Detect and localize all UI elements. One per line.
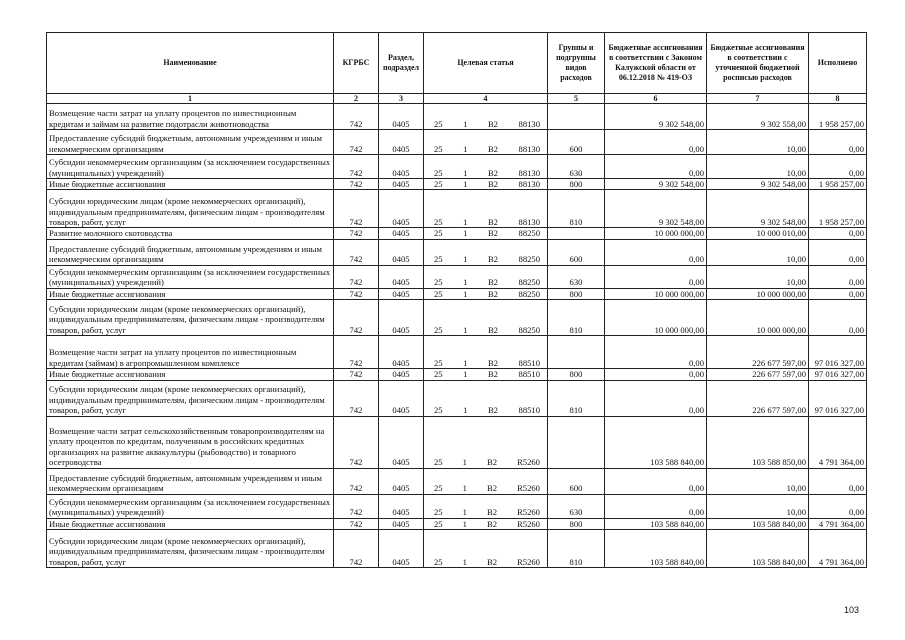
row-target bbox=[424, 380, 548, 416]
row-name: Предоставление субсидий бюджетным, автономным учреждениям и иным некоммерческим организациям bbox=[47, 468, 334, 494]
row-executed-amount: 0,00 bbox=[809, 265, 867, 288]
row-name: Иные бюджетные ассигнования bbox=[47, 288, 334, 299]
row-executed-amount: 4 791 364,00 bbox=[809, 530, 867, 568]
row-section: 0405 bbox=[379, 265, 424, 288]
target-code-part: 1 bbox=[463, 324, 468, 335]
target-code-part: 1 bbox=[462, 483, 467, 494]
row-group: 810 bbox=[548, 530, 605, 568]
target-code-part: 25 bbox=[434, 483, 443, 494]
row-section: 0405 bbox=[379, 416, 424, 468]
row-kgrbs: 742 bbox=[334, 228, 379, 239]
row-executed-amount: 97 016 327,00 bbox=[809, 380, 867, 416]
target-code-part: 1 bbox=[463, 217, 468, 227]
target-code-part: R5260 bbox=[517, 457, 540, 468]
row-section: 0405 bbox=[379, 380, 424, 416]
row-refined-amount: 103 588 850,00 bbox=[707, 416, 809, 468]
target-code-part: 88130 bbox=[518, 217, 540, 227]
header-section: Раздел, подраздел bbox=[379, 33, 424, 94]
row-refined-amount: 9 302 548,00 bbox=[707, 190, 809, 228]
row-refined-amount: 103 588 840,00 bbox=[707, 518, 809, 529]
row-refined-amount: 9 302 548,00 bbox=[707, 179, 809, 190]
page-number: 103 bbox=[843, 605, 859, 615]
row-refined-amount: 226 677 597,00 bbox=[707, 336, 809, 369]
row-section: 0405 bbox=[379, 518, 424, 529]
table-row bbox=[47, 190, 867, 228]
row-refined-amount: 10 000 000,00 bbox=[707, 288, 809, 299]
header-name: Наименование bbox=[47, 33, 334, 94]
row-refined-amount: 226 677 597,00 bbox=[707, 369, 809, 380]
row-name: Субсидии некоммерческим организациям (за исключением государственных (муниципальных) учреждений) bbox=[47, 265, 334, 288]
row-target bbox=[424, 239, 548, 265]
target-code-part: В2 bbox=[487, 217, 498, 227]
row-section: 0405 bbox=[379, 130, 424, 155]
target-code-part: 25 bbox=[434, 457, 443, 468]
row-section: 0405 bbox=[379, 336, 424, 369]
row-name: Субсидии некоммерческим организациям (за исключением государственных (муниципальных) учреждений) bbox=[47, 155, 334, 179]
row-law-amount: 0,00 bbox=[605, 265, 707, 288]
target-code-part: В2 bbox=[486, 457, 498, 468]
target-code-part: 25 bbox=[434, 167, 443, 178]
row-name: Субсидии юридическим лицам (кроме некоммерческих организаций), индивидуальным предпринимателям, физическим лицам - производителям товаров, работ, услуг bbox=[47, 530, 334, 568]
target-code-part: 88250 bbox=[518, 324, 540, 335]
target-code-part: 1 bbox=[463, 369, 468, 380]
row-kgrbs: 742 bbox=[334, 518, 379, 529]
row-executed-amount: 0,00 bbox=[809, 300, 867, 336]
target-code-part: 88250 bbox=[518, 254, 540, 265]
target-code-part: 25 bbox=[434, 405, 443, 416]
row-name: Субсидии юридическим лицам (кроме некоммерческих организаций), индивидуальным предпринимателям, физическим лицам - производителям товаров, работ, услуг bbox=[47, 190, 334, 228]
target-code-part: 1 bbox=[463, 357, 468, 368]
target-code-part: В2 bbox=[487, 254, 498, 265]
row-refined-amount: 10 000 000,00 bbox=[707, 300, 809, 336]
target-code-part: 88510 bbox=[518, 369, 540, 380]
table-row bbox=[47, 369, 867, 380]
row-refined-amount: 10 000 010,00 bbox=[707, 228, 809, 239]
row-group: 600 bbox=[548, 468, 605, 494]
row-name: Возмещение части затрат сельскохозяйственным товаропроизводителям на уплату процентов по кредитам, полученным в российских кредитных организациях на развитие аквакультуры (рыбоводство) и товарного осетроводства bbox=[47, 416, 334, 468]
table-row bbox=[47, 300, 867, 336]
target-code-part: В2 bbox=[487, 143, 498, 154]
row-executed-amount: 1 958 257,00 bbox=[809, 190, 867, 228]
target-code-part: В2 bbox=[487, 167, 498, 178]
row-section: 0405 bbox=[379, 369, 424, 380]
row-group: 800 bbox=[548, 369, 605, 380]
target-code-part: 25 bbox=[434, 324, 443, 335]
target-code-part: 25 bbox=[434, 217, 443, 227]
row-law-amount: 103 588 840,00 bbox=[605, 518, 707, 529]
row-law-amount: 9 302 548,00 bbox=[605, 190, 707, 228]
row-executed-amount: 4 791 364,00 bbox=[809, 518, 867, 529]
row-target bbox=[424, 288, 548, 299]
row-name: Предоставление субсидий бюджетным, автономным учреждениям и иным некоммерческим организациям bbox=[47, 130, 334, 155]
budget-table bbox=[46, 32, 867, 568]
row-group: 810 bbox=[548, 380, 605, 416]
row-section: 0405 bbox=[379, 190, 424, 228]
row-kgrbs: 742 bbox=[334, 104, 379, 130]
row-kgrbs: 742 bbox=[334, 239, 379, 265]
row-target bbox=[424, 228, 548, 239]
row-kgrbs: 742 bbox=[334, 380, 379, 416]
target-code-part: В2 bbox=[486, 518, 498, 529]
row-kgrbs: 742 bbox=[334, 416, 379, 468]
target-code-part: В2 bbox=[487, 228, 498, 239]
header-executed: Исполнено bbox=[809, 33, 867, 94]
row-kgrbs: 742 bbox=[334, 494, 379, 518]
row-kgrbs: 742 bbox=[334, 130, 379, 155]
row-kgrbs: 742 bbox=[334, 190, 379, 228]
table-row bbox=[47, 336, 867, 369]
row-law-amount: 0,00 bbox=[605, 239, 707, 265]
row-kgrbs: 742 bbox=[334, 336, 379, 369]
row-law-amount: 9 302 548,00 bbox=[605, 104, 707, 130]
table-row bbox=[47, 155, 867, 179]
row-section: 0405 bbox=[379, 155, 424, 179]
target-code-part: 25 bbox=[434, 507, 443, 518]
row-section: 0405 bbox=[379, 494, 424, 518]
table-row bbox=[47, 179, 867, 190]
row-target bbox=[424, 416, 548, 468]
row-section: 0405 bbox=[379, 239, 424, 265]
row-refined-amount: 103 588 840,00 bbox=[707, 530, 809, 568]
table-row bbox=[47, 288, 867, 299]
row-target bbox=[424, 265, 548, 288]
header-groups: Группы и подгруппы видов расходов bbox=[548, 33, 605, 94]
table-row bbox=[47, 494, 867, 518]
row-law-amount: 0,00 bbox=[605, 155, 707, 179]
row-target bbox=[424, 369, 548, 380]
row-refined-amount: 10,00 bbox=[707, 239, 809, 265]
row-section: 0405 bbox=[379, 288, 424, 299]
target-code-part: 1 bbox=[462, 457, 467, 468]
target-code-part: 25 bbox=[434, 518, 443, 529]
target-code-part: 25 bbox=[434, 357, 443, 368]
row-section: 0405 bbox=[379, 179, 424, 190]
row-target bbox=[424, 530, 548, 568]
row-refined-amount: 10,00 bbox=[707, 494, 809, 518]
target-code-part: 1 bbox=[463, 277, 468, 288]
row-group: 810 bbox=[548, 300, 605, 336]
target-code-part: 1 bbox=[463, 254, 468, 265]
header-law: Бюджетные ассигнования в соответствии с Законом Калужской области от 06.12.2018 № 419-ОЗ bbox=[605, 33, 707, 94]
row-kgrbs: 742 bbox=[334, 300, 379, 336]
row-target bbox=[424, 190, 548, 228]
row-name: Предоставление субсидий бюджетным, автономным учреждениям и иным некоммерческим организациям bbox=[47, 239, 334, 265]
row-kgrbs: 742 bbox=[334, 155, 379, 179]
target-code-part: 25 bbox=[434, 556, 443, 567]
row-executed-amount: 0,00 bbox=[809, 239, 867, 265]
target-code-part: 1 bbox=[463, 143, 468, 154]
row-law-amount: 10 000 000,00 bbox=[605, 300, 707, 336]
table-row bbox=[47, 104, 867, 130]
target-code-part: R5260 bbox=[517, 556, 540, 567]
row-executed-amount: 0,00 bbox=[809, 494, 867, 518]
row-section: 0405 bbox=[379, 300, 424, 336]
row-group: 800 bbox=[548, 288, 605, 299]
row-name: Возмещение части затрат на уплату процентов по инвестиционным кредитам (займам) в агропромышленном комплексе bbox=[47, 336, 334, 369]
target-code-part: 1 bbox=[462, 556, 467, 567]
target-code-part: 25 bbox=[434, 277, 443, 288]
row-group bbox=[548, 228, 605, 239]
header-refined: Бюджетные ассигнования в соответствии с уточненной бюджетной росписью расходов bbox=[707, 33, 809, 94]
row-name: Иные бюджетные ассигнования bbox=[47, 518, 334, 529]
row-kgrbs: 742 bbox=[334, 288, 379, 299]
row-target bbox=[424, 155, 548, 179]
row-name: Иные бюджетные ассигнования bbox=[47, 369, 334, 380]
target-code-part: 25 bbox=[434, 118, 443, 129]
row-law-amount: 0,00 bbox=[605, 336, 707, 369]
table-body bbox=[47, 104, 867, 568]
column-number-row bbox=[47, 94, 867, 104]
col-number: 7 bbox=[707, 94, 809, 104]
row-group: 810 bbox=[548, 190, 605, 228]
row-group: 630 bbox=[548, 265, 605, 288]
row-law-amount: 0,00 bbox=[605, 130, 707, 155]
row-law-amount: 0,00 bbox=[605, 468, 707, 494]
row-law-amount: 103 588 840,00 bbox=[605, 416, 707, 468]
target-code-part: В2 bbox=[487, 405, 498, 416]
target-code-part: 88250 bbox=[518, 228, 540, 239]
col-number: 4 bbox=[424, 94, 548, 104]
row-refined-amount: 10,00 bbox=[707, 130, 809, 155]
row-group: 630 bbox=[548, 494, 605, 518]
target-code-part: 88510 bbox=[518, 357, 540, 368]
target-code-part: 25 bbox=[434, 254, 443, 265]
row-name: Иные бюджетные ассигнования bbox=[47, 179, 334, 190]
row-executed-amount: 0,00 bbox=[809, 228, 867, 239]
target-code-part: 25 bbox=[434, 143, 443, 154]
row-kgrbs: 742 bbox=[334, 468, 379, 494]
target-code-part: 88130 bbox=[518, 179, 540, 189]
row-executed-amount: 97 016 327,00 bbox=[809, 336, 867, 369]
row-law-amount: 10 000 000,00 bbox=[605, 288, 707, 299]
target-code-part: 1 bbox=[463, 167, 468, 178]
target-code-part: 1 bbox=[463, 288, 468, 299]
header-kgrbs: КГРБС bbox=[334, 33, 379, 94]
row-law-amount: 9 302 548,00 bbox=[605, 179, 707, 190]
target-code-part: 1 bbox=[463, 228, 468, 239]
target-code-part: 1 bbox=[462, 518, 467, 529]
row-target bbox=[424, 336, 548, 369]
row-executed-amount: 0,00 bbox=[809, 288, 867, 299]
target-code-part: В2 bbox=[487, 179, 498, 189]
row-name: Субсидии юридическим лицам (кроме некоммерческих организаций), индивидуальным предпринимателям, физическим лицам - производителям товаров, работ, услуг bbox=[47, 380, 334, 416]
row-name: Субсидии некоммерческим организациям (за исключением государственных (муниципальных) учреждений) bbox=[47, 494, 334, 518]
row-section: 0405 bbox=[379, 104, 424, 130]
target-code-part: R5260 bbox=[517, 518, 540, 529]
col-number: 3 bbox=[379, 94, 424, 104]
col-number: 5 bbox=[548, 94, 605, 104]
target-code-part: 88250 bbox=[518, 277, 540, 288]
table-row bbox=[47, 518, 867, 529]
row-section: 0405 bbox=[379, 228, 424, 239]
col-number: 1 bbox=[47, 94, 334, 104]
target-code-part: В2 bbox=[486, 556, 498, 567]
col-number: 6 bbox=[605, 94, 707, 104]
target-code-part: 25 bbox=[434, 288, 443, 299]
col-number: 2 bbox=[334, 94, 379, 104]
target-code-part: 1 bbox=[463, 118, 468, 129]
row-group bbox=[548, 336, 605, 369]
table-row bbox=[47, 239, 867, 265]
row-kgrbs: 742 bbox=[334, 265, 379, 288]
target-code-part: В2 bbox=[487, 324, 498, 335]
header-target: Целевая статья bbox=[424, 33, 548, 94]
row-target bbox=[424, 104, 548, 130]
row-group: 630 bbox=[548, 155, 605, 179]
row-group bbox=[548, 416, 605, 468]
target-code-part: В2 bbox=[487, 118, 498, 129]
target-code-part: 1 bbox=[462, 507, 467, 518]
row-refined-amount: 10,00 bbox=[707, 265, 809, 288]
target-code-part: 25 bbox=[434, 369, 443, 380]
row-target bbox=[424, 179, 548, 190]
table-row bbox=[47, 468, 867, 494]
target-code-part: 25 bbox=[434, 179, 443, 189]
row-executed-amount: 0,00 bbox=[809, 468, 867, 494]
target-code-part: 1 bbox=[463, 179, 468, 189]
target-code-part: R5260 bbox=[517, 483, 540, 494]
row-name: Развитие молочного скотоводства bbox=[47, 228, 334, 239]
table-row bbox=[47, 228, 867, 239]
row-group: 800 bbox=[548, 518, 605, 529]
row-section: 0405 bbox=[379, 468, 424, 494]
row-section: 0405 bbox=[379, 530, 424, 568]
row-law-amount: 103 588 840,00 bbox=[605, 530, 707, 568]
row-law-amount: 0,00 bbox=[605, 380, 707, 416]
target-code-part: В2 bbox=[486, 507, 498, 518]
target-code-part: R5260 bbox=[517, 507, 540, 518]
row-refined-amount: 9 302 558,00 bbox=[707, 104, 809, 130]
row-group bbox=[548, 104, 605, 130]
target-code-part: В2 bbox=[487, 277, 498, 288]
target-code-part: 88130 bbox=[518, 143, 540, 154]
row-name: Возмещение части затрат на уплату процентов по инвестиционным кредитам и займам на развитие подотрасли животноводства bbox=[47, 104, 334, 130]
row-law-amount: 10 000 000,00 bbox=[605, 228, 707, 239]
row-target bbox=[424, 494, 548, 518]
target-code-part: В2 bbox=[487, 357, 498, 368]
row-group: 600 bbox=[548, 239, 605, 265]
target-code-part: 1 bbox=[463, 405, 468, 416]
target-code-part: В2 bbox=[486, 483, 498, 494]
table-row bbox=[47, 130, 867, 155]
row-target bbox=[424, 518, 548, 529]
target-code-part: 88130 bbox=[518, 167, 540, 178]
target-code-part: 88510 bbox=[518, 405, 540, 416]
row-kgrbs: 742 bbox=[334, 179, 379, 190]
table-header-row bbox=[47, 33, 867, 94]
row-refined-amount: 10,00 bbox=[707, 155, 809, 179]
row-refined-amount: 226 677 597,00 bbox=[707, 380, 809, 416]
col-number: 8 bbox=[809, 94, 867, 104]
target-code-part: 25 bbox=[434, 228, 443, 239]
row-executed-amount: 97 016 327,00 bbox=[809, 369, 867, 380]
row-refined-amount: 10,00 bbox=[707, 468, 809, 494]
row-executed-amount: 4 791 364,00 bbox=[809, 416, 867, 468]
target-code-part: 88250 bbox=[518, 288, 540, 299]
target-code-part: В2 bbox=[487, 369, 498, 380]
table-row bbox=[47, 416, 867, 468]
table-row bbox=[47, 530, 867, 568]
row-target bbox=[424, 300, 548, 336]
row-law-amount: 0,00 bbox=[605, 494, 707, 518]
target-code-part: 88130 bbox=[518, 118, 540, 129]
row-executed-amount: 1 958 257,00 bbox=[809, 104, 867, 130]
row-group: 600 bbox=[548, 130, 605, 155]
row-target bbox=[424, 130, 548, 155]
row-target bbox=[424, 468, 548, 494]
table-row bbox=[47, 380, 867, 416]
row-group: 800 bbox=[548, 179, 605, 190]
row-executed-amount: 1 958 257,00 bbox=[809, 179, 867, 190]
target-code-part: В2 bbox=[487, 288, 498, 299]
row-kgrbs: 742 bbox=[334, 369, 379, 380]
row-law-amount: 0,00 bbox=[605, 369, 707, 380]
row-executed-amount: 0,00 bbox=[809, 130, 867, 155]
row-kgrbs: 742 bbox=[334, 530, 379, 568]
row-name: Субсидии юридическим лицам (кроме некоммерческих организаций), индивидуальным предпринимателям, физическим лицам - производителям товаров, работ, услуг bbox=[47, 300, 334, 336]
table-row bbox=[47, 265, 867, 288]
row-executed-amount: 0,00 bbox=[809, 155, 867, 179]
